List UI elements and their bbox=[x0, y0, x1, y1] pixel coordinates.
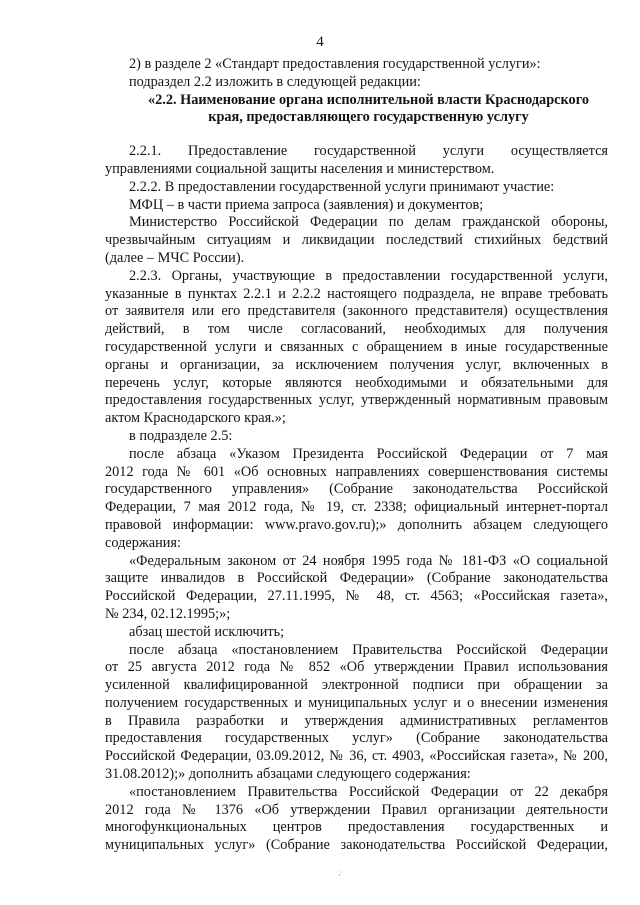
text-line: содержания: bbox=[105, 534, 181, 551]
text-line: государственного управления» (Собрание законодательства Российской bbox=[105, 481, 608, 498]
text-line: подраздел 2.2 изложить в следующей редакции: bbox=[129, 73, 421, 90]
text-line: актом Краснодарского края.»; bbox=[105, 410, 286, 427]
text-line: 2012 года № 1376 «Об утверждении Правил организации деятельности bbox=[105, 801, 608, 818]
text-line: Российской Федерации, 27.11.1995, № 48, ст. 4563; «Российская газета», bbox=[105, 588, 608, 605]
document-body bbox=[105, 56, 608, 855]
text-line: защите инвалидов в Российской Федерации» (Собрание законодательства bbox=[105, 570, 608, 587]
text-line: после абзаца «постановлением Правительства Российской Федерации bbox=[129, 641, 608, 658]
text-line: № 234, 02.12.1995;»; bbox=[105, 605, 231, 622]
text-line: после абзаца «Указом Президента Российской Федерации от 7 мая bbox=[129, 445, 608, 462]
text-line: управлениями социальной защиты населения и министерством. bbox=[105, 160, 495, 177]
text-line: Министерство Российской Федерации по делам гражданской обороны, bbox=[129, 214, 608, 231]
text-line: Российской Федерации, 03.09.2012, № 36, ст. 4903, «Российская газета», № 200, bbox=[105, 748, 608, 765]
text-line: усиленной квалифицированной электронной подписи при обращении за bbox=[105, 677, 608, 694]
spacer bbox=[105, 127, 608, 143]
text-line: в Правила разработки и утверждения административных регламентов bbox=[105, 712, 608, 729]
text-line: МФЦ – в части приема запроса (заявления) и документов; bbox=[129, 196, 484, 213]
text-line: указанные в пунктах 2.2.1 и 2.2.2 настоящего подраздела, не вправе требовать bbox=[105, 285, 608, 302]
text-line: чрезвычайным ситуациям и ликвидации последствий стихийных бедствий bbox=[105, 232, 608, 249]
text-line: правовой информации: www.pravo.gov.ru);» дополнить абзацем следующего bbox=[105, 516, 608, 533]
text-line: «Федеральным законом от 24 ноября 1995 года № 181-ФЗ «О социальной bbox=[129, 552, 608, 569]
text-line: 31.08.2012);» дополнить абзацами следующего содержания: bbox=[105, 766, 471, 783]
text-line: 2.2.2. В предоставлении государственной услуги принимают участие: bbox=[129, 178, 555, 195]
text-line: от 25 августа 2012 года № 852 «Об утверждении Правил использования bbox=[105, 659, 608, 676]
text-line: края, предоставляющего государственную услугу bbox=[208, 109, 529, 126]
text-line: многофункциональных центров предоставления государственных и bbox=[105, 819, 608, 836]
text-line: 2.2.3. Органы, участвующие в предоставлении государственной услуги, bbox=[129, 267, 608, 284]
text-line: в подразделе 2.5: bbox=[129, 427, 233, 444]
text-line: муниципальных услуг» (Собрание законодательства Российской Федерации, bbox=[105, 837, 608, 854]
text-line: (далее – МЧС России). bbox=[105, 249, 245, 266]
text-line: от заявителя или его представителя (законного представителя) осуществления bbox=[105, 303, 608, 320]
text-line: предоставления государственных услуг, утвержденный нормативным правовым bbox=[105, 392, 608, 409]
text-line: получением государственных и муниципальных услуг и о внесении изменения bbox=[105, 694, 608, 711]
text-line: 2) в разделе 2 «Стандарт предоставления государственной услуги»: bbox=[129, 56, 541, 72]
text-line: абзац шестой исключить; bbox=[129, 623, 285, 640]
text-line: «2.2. Наименование органа исполнительной власти Краснодарского bbox=[147, 91, 589, 108]
scan-mark: ·̇ bbox=[338, 870, 341, 880]
page-number: 4 bbox=[316, 34, 324, 50]
text-line: 2.2.1. Предоставление государственной услуги осуществляется bbox=[129, 143, 608, 160]
text-line: государственной услуги и связанных с обращением в иные государственные bbox=[105, 338, 608, 355]
text-line: «постановлением Правительства Российской Федерации от 22 декабря bbox=[129, 783, 608, 800]
text-line: действий, в том числе согласований, необходимых для получения bbox=[105, 321, 608, 338]
text-line: органы и организации, за исключением получения услуг, включенных в bbox=[105, 356, 608, 373]
text-line: Федерации, 7 мая 2012 года, № 19, ст. 2338; официальный интернет-портал bbox=[105, 499, 608, 516]
text-line: 2012 года № 601 «Об основных направлениях совершенствования системы bbox=[105, 463, 608, 480]
text-line: перечень услуг, которые являются необходимыми и обязательными для bbox=[105, 374, 608, 391]
text-line: предоставления государственных услуг» (Собрание законодательства bbox=[105, 730, 608, 747]
